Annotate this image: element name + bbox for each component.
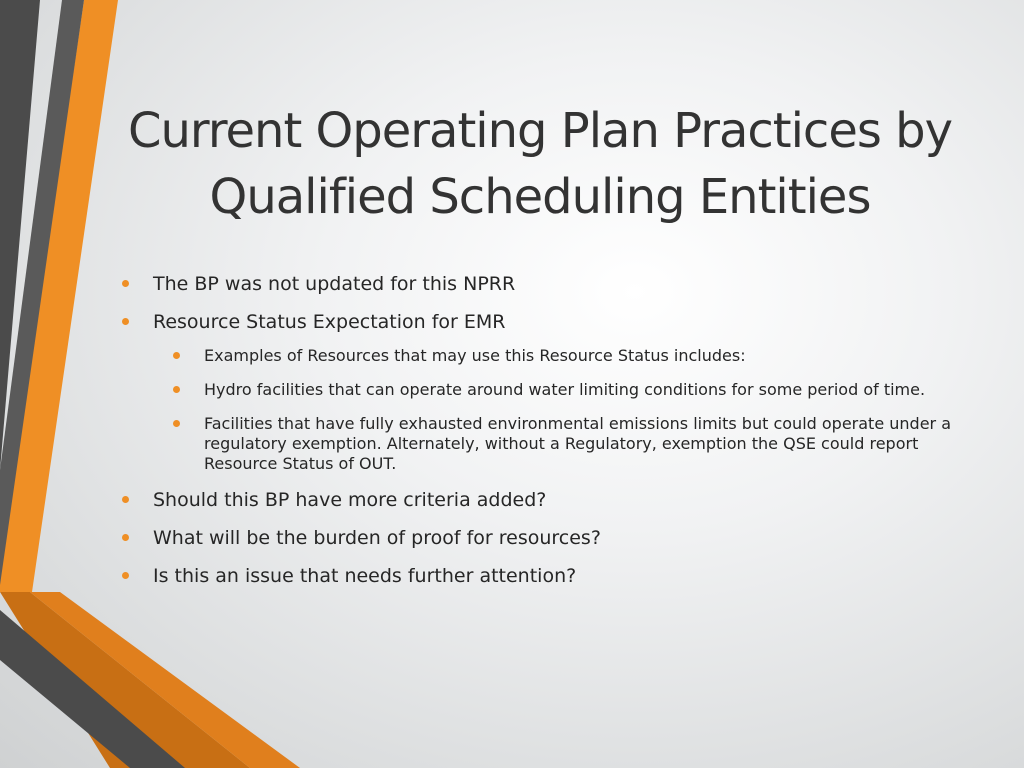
slide-title bbox=[110, 98, 970, 230]
bullet-icon bbox=[173, 420, 180, 427]
bullet-icon bbox=[122, 496, 129, 503]
bullet-icon bbox=[122, 572, 129, 579]
bullet-text: Is this an issue that needs further attention? bbox=[153, 565, 577, 587]
bullet-icon bbox=[122, 318, 129, 325]
bullet-icon bbox=[122, 280, 129, 287]
bullet-item bbox=[118, 310, 968, 334]
title-line-1: Current Operating Plan Practices by bbox=[127, 103, 952, 159]
bullet-text: The BP was not updated for this NPRR bbox=[153, 273, 516, 295]
sub-bullet-item bbox=[118, 414, 968, 474]
bullet-icon bbox=[173, 386, 180, 393]
title-line-2: Qualified Scheduling Entities bbox=[209, 169, 871, 225]
bullet-text: Resource Status Expectation for EMR bbox=[153, 311, 506, 333]
bullet-icon bbox=[122, 534, 129, 541]
sub-bullet-item bbox=[118, 346, 968, 366]
bullet-item bbox=[118, 272, 968, 296]
bullet-item bbox=[118, 564, 968, 588]
bullet-list bbox=[118, 272, 968, 602]
sub-bullet-text: Examples of Resources that may use this Resource Status includes: bbox=[204, 346, 746, 365]
bullet-item bbox=[118, 488, 968, 512]
bullet-icon bbox=[173, 352, 180, 359]
bullet-text: Should this BP have more criteria added? bbox=[153, 489, 547, 511]
bullet-text: What will be the burden of proof for resources? bbox=[153, 527, 601, 549]
sub-bullet-text: Hydro facilities that can operate around water limiting conditions for some period of time. bbox=[204, 380, 926, 399]
sub-bullet-text: Facilities that have fully exhausted environmental emissions limits but could operate under a regulatory exemption. Alternately, without a Regulatory, exemption the QSE could report Resource Status of OUT. bbox=[204, 414, 951, 473]
sub-bullet-item bbox=[118, 380, 968, 400]
bullet-item bbox=[118, 526, 968, 550]
